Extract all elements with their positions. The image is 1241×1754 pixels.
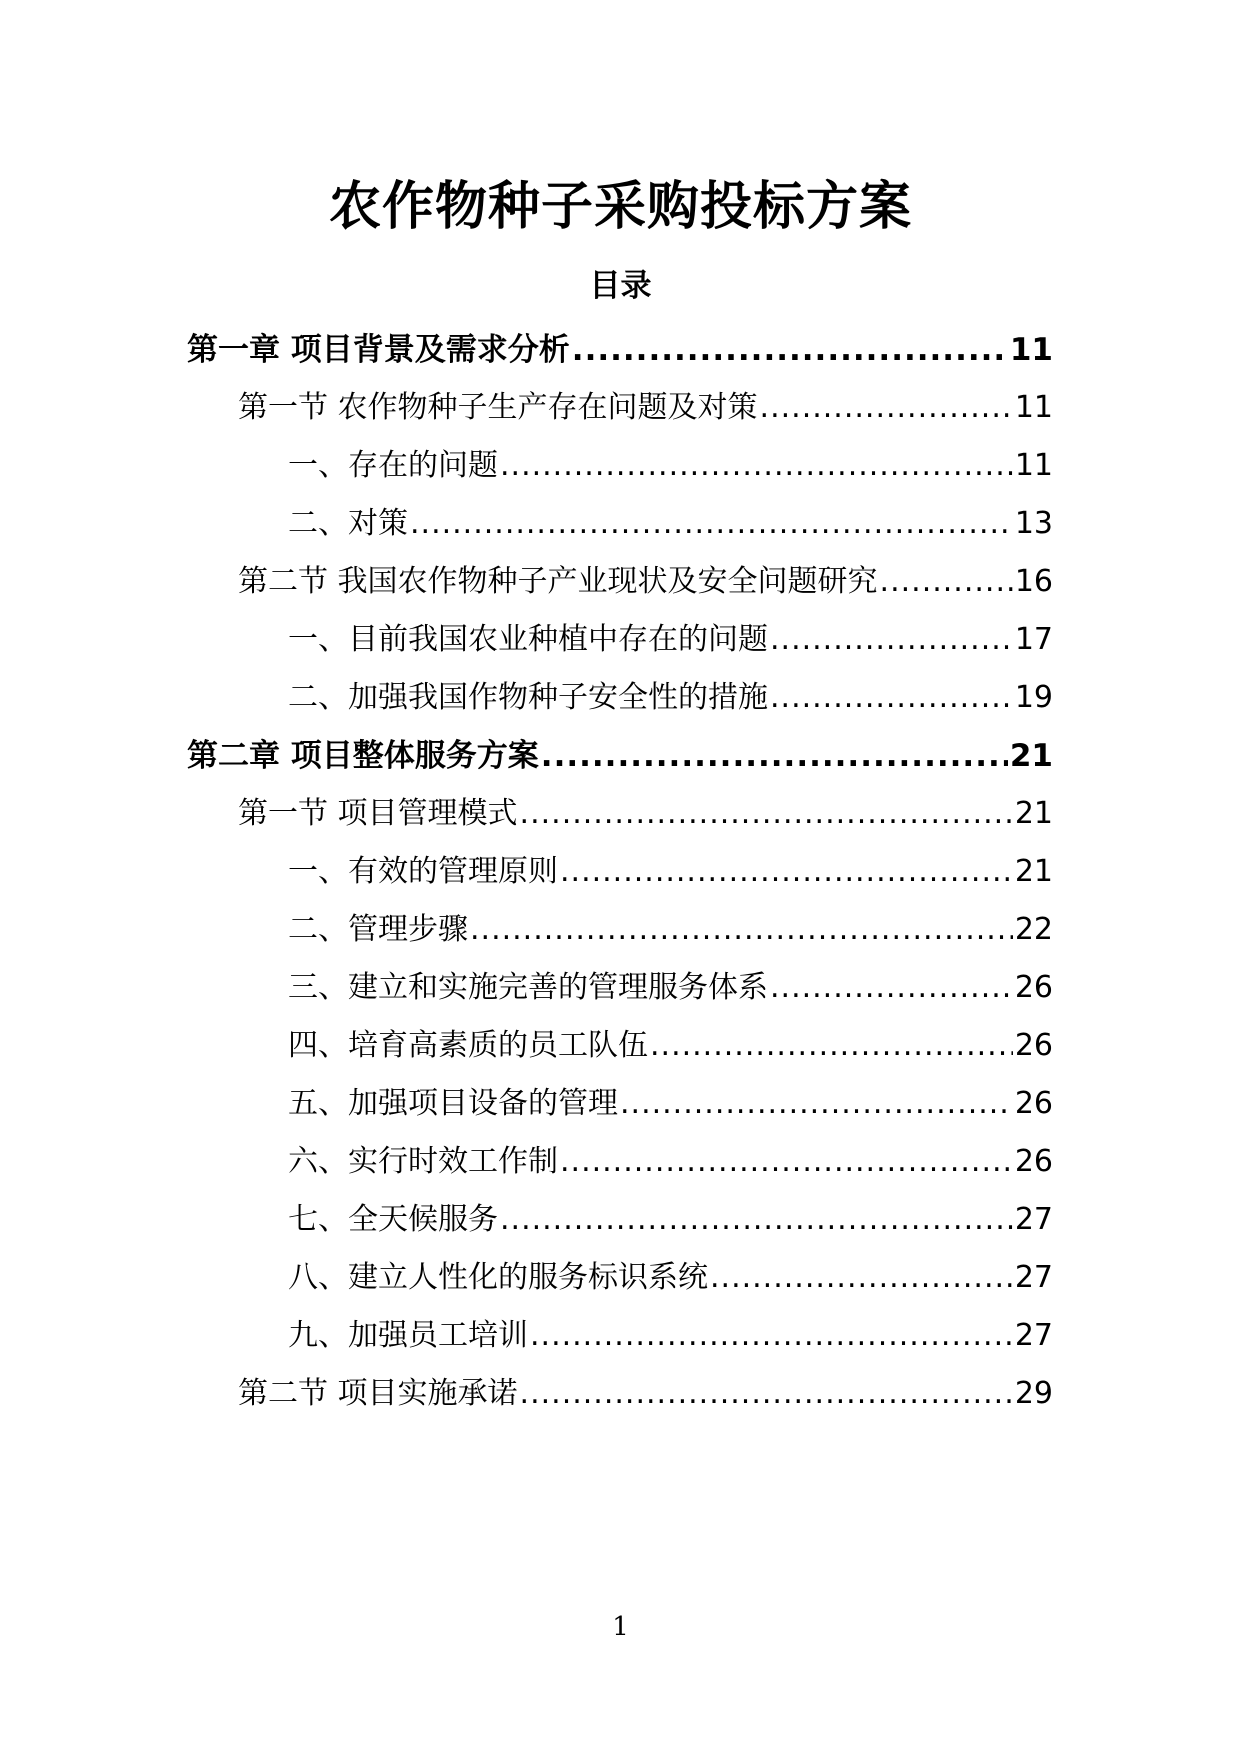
toc-dot-leader	[770, 678, 1013, 718]
toc-entry-page: 19	[1014, 680, 1053, 715]
toc-dot-leader	[541, 736, 1008, 776]
toc-entry-page: 21	[1014, 854, 1053, 889]
toc-entry[interactable]	[238, 388, 1053, 428]
toc-entry[interactable]	[288, 1316, 1053, 1356]
toc-entry-title: 二、对策	[288, 506, 408, 541]
toc-entry-title: 九、加强员工培训	[288, 1318, 528, 1353]
toc-dot-leader	[650, 1026, 1013, 1066]
toc-entry[interactable]	[288, 910, 1053, 950]
toc-dot-leader	[500, 446, 1013, 486]
toc-entry-title: 第二章 项目整体服务方案	[187, 738, 539, 774]
toc-dot-leader	[500, 1200, 1013, 1240]
toc-entry[interactable]	[187, 330, 1053, 370]
toc-entry-title: 第一章 项目背景及需求分析	[187, 332, 570, 368]
toc-entry-title: 一、有效的管理原则	[288, 854, 558, 889]
toc-entry[interactable]	[288, 968, 1053, 1008]
toc-entry[interactable]	[288, 504, 1053, 544]
toc-dot-leader	[620, 1084, 1013, 1124]
toc-entry[interactable]	[238, 794, 1053, 834]
toc-dot-leader	[560, 1142, 1013, 1182]
toc-entry-page: 26	[1014, 1086, 1053, 1121]
toc-entry-page: 27	[1014, 1318, 1053, 1353]
toc-entry-page: 16	[1014, 564, 1053, 599]
toc-dot-leader	[760, 388, 1013, 428]
toc-entry-title: 六、实行时效工作制	[288, 1144, 558, 1179]
toc-entry-page: 26	[1014, 970, 1053, 1005]
toc-entry-title: 八、建立人性化的服务标识系统	[288, 1260, 708, 1295]
toc-dot-leader	[470, 910, 1013, 950]
toc-dot-leader	[530, 1316, 1013, 1356]
toc-entry-page: 22	[1014, 912, 1053, 947]
toc-entry[interactable]	[288, 1258, 1053, 1298]
toc-entry-page: 26	[1014, 1028, 1053, 1063]
toc-entry-page: 27	[1014, 1202, 1053, 1237]
document-title: 农作物种子采购投标方案	[328, 177, 912, 237]
toc-entry-page: 21	[1009, 738, 1053, 774]
toc-dot-leader	[520, 1374, 1013, 1414]
toc-entry-title: 第一节 农作物种子生产存在问题及对策	[238, 390, 758, 425]
toc-entry-title: 一、存在的问题	[288, 448, 498, 483]
toc-entry-page: 21	[1014, 796, 1053, 831]
toc-entry-title: 三、建立和实施完善的管理服务体系	[288, 970, 768, 1005]
toc-entry-page: 11	[1014, 390, 1053, 425]
toc-dot-leader	[410, 504, 1013, 544]
toc-dot-leader	[520, 794, 1013, 834]
toc-entry-title: 二、管理步骤	[288, 912, 468, 947]
toc-dot-leader	[770, 620, 1013, 660]
toc-entry-page: 11	[1014, 448, 1053, 483]
toc-entry[interactable]	[187, 736, 1053, 776]
toc-entry-page: 27	[1014, 1260, 1053, 1295]
toc-entry-title: 第二节 我国农作物种子产业现状及安全问题研究	[238, 564, 878, 599]
toc-entry[interactable]	[288, 1200, 1053, 1240]
toc-entry[interactable]	[288, 678, 1053, 718]
toc-entry[interactable]	[288, 1142, 1053, 1182]
toc-entry-title: 一、目前我国农业种植中存在的问题	[288, 622, 768, 657]
toc-entry-title: 五、加强项目设备的管理	[288, 1086, 618, 1121]
toc-entry[interactable]	[288, 620, 1053, 660]
toc-dot-leader	[560, 852, 1013, 892]
toc-entry-title: 四、培育高素质的员工队伍	[288, 1028, 648, 1063]
toc-entry-title: 第一节 项目管理模式	[238, 796, 518, 831]
toc-dot-leader	[880, 562, 1013, 602]
toc-entry-page: 17	[1014, 622, 1053, 657]
page-number: 1	[612, 1612, 629, 1642]
toc-dot-leader	[710, 1258, 1013, 1298]
toc-entry[interactable]	[288, 1026, 1053, 1066]
toc-entry[interactable]	[238, 1374, 1053, 1414]
toc-entry-page: 29	[1014, 1376, 1053, 1411]
toc-entry-page: 13	[1014, 506, 1053, 541]
toc-entry-title: 七、全天候服务	[288, 1202, 498, 1237]
toc-dot-leader	[572, 330, 1008, 370]
toc-entry[interactable]	[238, 562, 1053, 602]
toc-entry-page: 11	[1009, 332, 1053, 368]
toc-entry[interactable]	[288, 852, 1053, 892]
toc-entry-page: 26	[1014, 1144, 1053, 1179]
toc-entry[interactable]	[288, 1084, 1053, 1124]
toc-entry-title: 第二节 项目实施承诺	[238, 1376, 518, 1411]
toc-entry[interactable]	[288, 446, 1053, 486]
toc-heading: 目录	[589, 268, 652, 304]
toc-entry-title: 二、加强我国作物种子安全性的措施	[288, 680, 768, 715]
toc-dot-leader	[770, 968, 1013, 1008]
